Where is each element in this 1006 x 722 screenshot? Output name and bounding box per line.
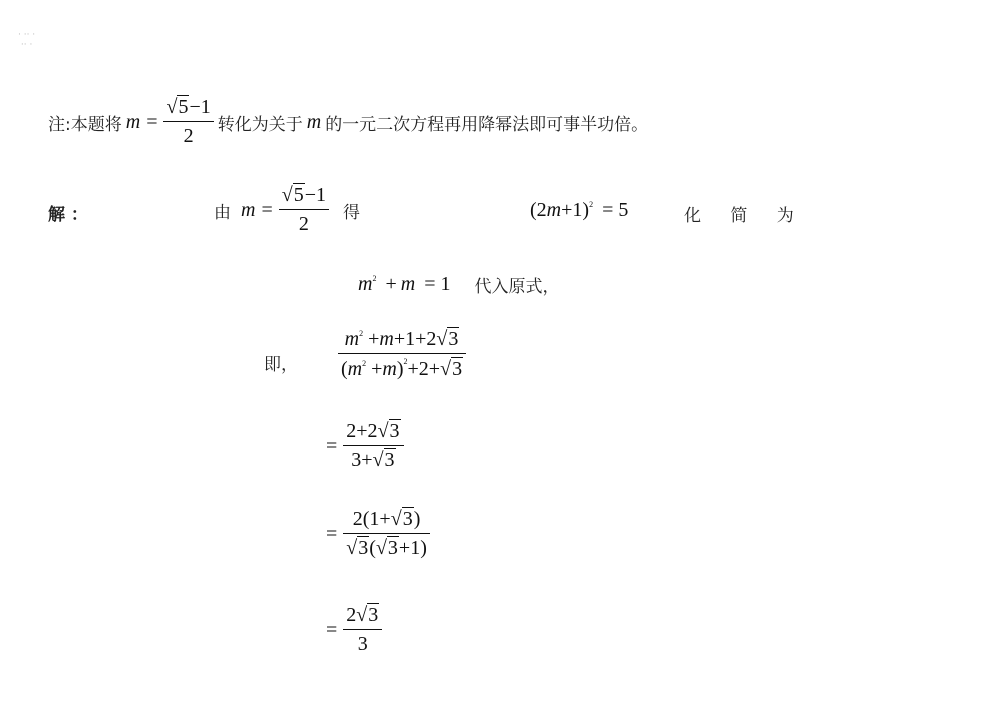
step1-num-root: 3 <box>448 328 459 350</box>
step3-eq: = <box>326 522 338 545</box>
step4-eq: = <box>326 618 338 641</box>
step1-den-exp: 2 <box>362 359 367 368</box>
note-var: m <box>125 110 141 133</box>
line2-exp: 2 <box>372 274 377 283</box>
corner-mark: · ·· · ·· · <box>18 30 36 50</box>
step1-den-rest: +2+ <box>407 358 441 380</box>
step3-den-b: +1) <box>398 537 427 559</box>
note-suffix1: 转化为关于 <box>217 114 303 135</box>
step4-expression <box>326 604 382 656</box>
step1-num-m: m <box>344 328 360 350</box>
step1-den-m2: m <box>382 358 397 380</box>
step1-den-root: 3 <box>452 358 463 380</box>
step1-den-close: ) <box>396 358 404 380</box>
step4-den: 3 <box>357 633 368 655</box>
solution-fraction: $\frac{√5-1}{2}$ <box>279 184 329 236</box>
step3-expression <box>326 508 430 560</box>
solution-equation <box>530 199 628 222</box>
step1-num-m2: m <box>379 328 394 350</box>
step1-den-plus: + <box>371 358 383 380</box>
note-frac-minus: −1 <box>189 96 211 118</box>
step1-den-exp2: 2 <box>403 357 408 366</box>
line2-rest: = 1 <box>424 273 451 295</box>
step1-num-exp: 2 <box>359 329 364 338</box>
step3-den-root1: 3 <box>358 537 369 559</box>
solution-label: 解 ： <box>48 205 88 225</box>
solution-var: m <box>241 198 256 221</box>
note-line <box>48 94 648 150</box>
solution-line <box>214 180 360 240</box>
eq2-exp: 2 <box>589 200 594 209</box>
step3-den-a: ( <box>369 537 376 559</box>
step3-num-a: 2(1+ <box>352 508 391 530</box>
step3-den-root2: 3 <box>387 537 398 559</box>
solution-by: 由 <box>214 202 231 223</box>
line2-plus: + <box>385 273 397 295</box>
eq2-right: = 5 <box>602 199 629 221</box>
note-fraction: $\frac{√5-1}{2}$ <box>163 96 213 148</box>
step2-num-root: 3 <box>389 420 400 442</box>
solution-get: 得 <box>343 202 360 223</box>
line2-var1: m <box>358 273 373 295</box>
solution-eq: = <box>261 198 273 221</box>
solution-frac-minus: −1 <box>304 184 326 206</box>
eq2-var: m <box>546 199 562 221</box>
line2-text: 代入原式， <box>474 277 560 297</box>
eq2-mid: +1) <box>561 199 590 221</box>
step2-den-root: 3 <box>384 449 395 471</box>
note-var2: m <box>306 110 322 133</box>
note-frac-radicand: 5 <box>178 96 189 118</box>
note-frac-den: 2 <box>183 125 194 147</box>
step2-num-a: 2+2 <box>346 420 378 442</box>
step1-num-rest: +1+2 <box>393 328 437 350</box>
step3-fraction: $\frac{2(1+√3)}{√3(√3+1)}$ <box>343 508 430 560</box>
solution-frac-radicand: 5 <box>293 184 304 206</box>
note-suffix2: 的一元二次方程再用降幂法即可事半功倍。 <box>325 114 649 135</box>
step4-num-root: 3 <box>368 604 379 626</box>
step1-expression <box>338 328 466 381</box>
step1-den-m: m <box>347 358 363 380</box>
solution-frac-den: 2 <box>298 213 309 235</box>
step4-num-a: 2 <box>346 604 357 626</box>
step1-label: 即， <box>264 355 298 375</box>
step2-fraction: $\frac{2+2√3}{3+√3}$ <box>343 420 403 472</box>
step2-den-a: 3+ <box>351 449 373 471</box>
step1-fraction: $\frac{m^2 +m+1+2√3}{(m^2 +m)^2+2+√3}$ <box>338 328 466 381</box>
step3-num-b: ) <box>413 508 421 530</box>
note-eq: = <box>146 110 158 133</box>
step3-num-root: 3 <box>402 508 413 530</box>
step2-expression <box>326 420 404 472</box>
solution-simplify: 化 简 为 <box>684 206 806 226</box>
step1-num-plus: + <box>368 328 380 350</box>
line2-var2: m <box>400 273 416 295</box>
result-line <box>358 272 559 297</box>
step1-den-open: ( <box>341 358 348 380</box>
step2-eq: = <box>326 434 338 457</box>
note-prefix: 注:本题将 <box>48 114 122 135</box>
eq2-left: (2 <box>530 199 547 221</box>
step4-fraction: $\frac{2√3}{3}$ <box>343 604 382 656</box>
